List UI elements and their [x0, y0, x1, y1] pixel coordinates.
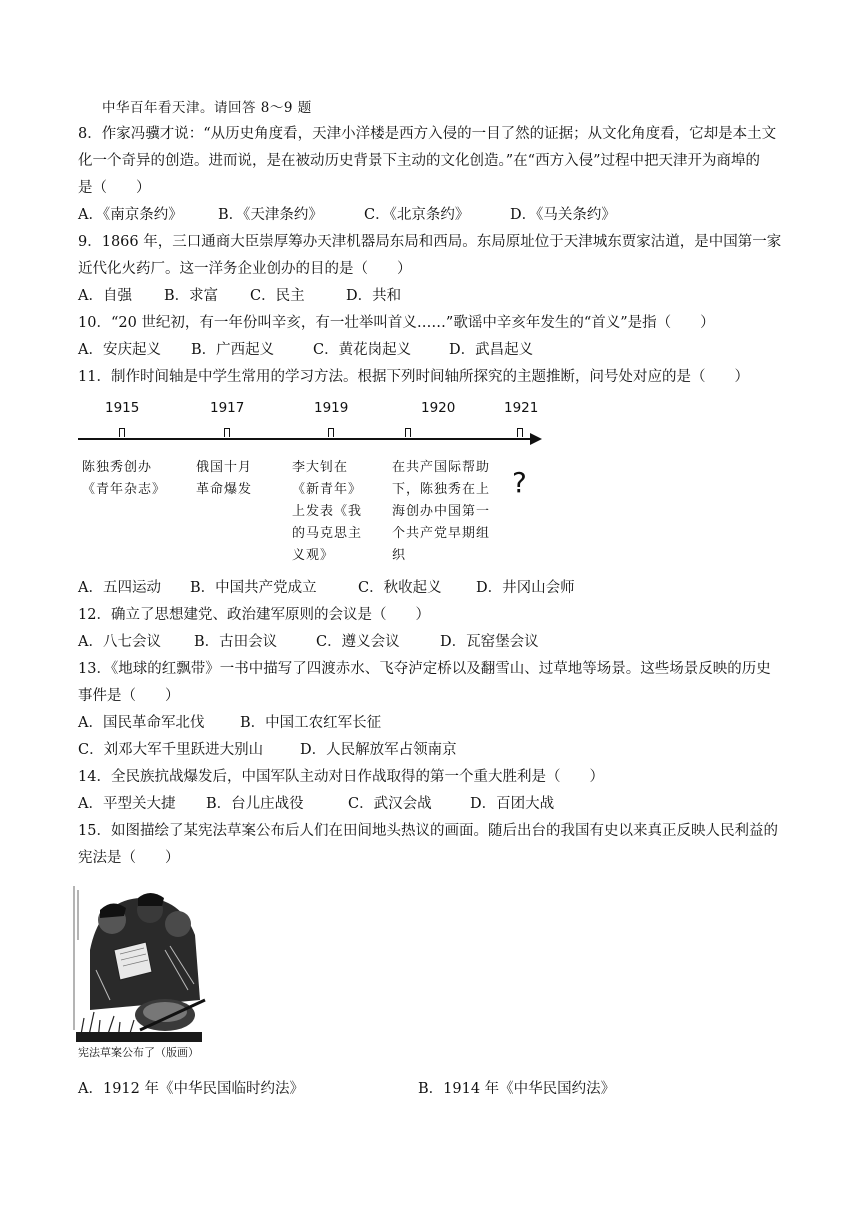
timeline-year-1915: 1915 — [105, 400, 140, 416]
q15-option-a[interactable]: A．1912 年《中华民国临时约法》 — [78, 1081, 304, 1097]
q13-options-row-2 — [78, 740, 457, 760]
q9-options — [78, 286, 401, 306]
q10-option-d[interactable]: D．武昌起义 — [449, 342, 534, 358]
q13-stem-line-2: 事件是（ ） — [78, 688, 180, 704]
timeline-year-1919: 1919 — [314, 400, 349, 416]
q11-option-c[interactable]: C．秋收起义 — [358, 580, 442, 596]
q12-stem: 12．确立了思想建党、政治建军原则的会议是（ ） — [78, 607, 430, 623]
q8-options — [78, 205, 616, 225]
q14-option-a[interactable]: A．平型关大捷 — [78, 796, 176, 812]
q11-option-d[interactable]: D．井冈山会师 — [476, 580, 575, 596]
q13-stem-line-1: 13．《地球的红飘带》一书中描写了四渡赤水、飞夺泸定桥以及翻雪山、过草地等场景。这些场景反映的历史 — [78, 661, 771, 677]
timeline-question-mark: ? — [512, 466, 527, 499]
q8-option-c[interactable]: C．《北京条约》 — [364, 207, 470, 223]
timeline-axis — [78, 438, 533, 440]
q13-option-b[interactable]: B．中国工农红军长征 — [240, 715, 382, 731]
timeline-year-1917: 1917 — [210, 400, 245, 416]
q9-stem-line-2: 近代化火药厂。这一洋务企业创办的目的是（ ） — [78, 261, 412, 277]
q11-stem: 11．制作时间轴是中学生常用的学习方法。根据下列时间轴所探究的主题推断，问号处对应的是（ ） — [78, 369, 749, 385]
q15-options — [78, 1079, 615, 1099]
q10-stem: 10．“20 世纪初，有一年份叫辛亥，有一壮举叫首义……”歌谣中辛亥年发生的“首义”是指（ ） — [78, 315, 715, 331]
q14-option-b[interactable]: B．台儿庄战役 — [206, 796, 304, 812]
q15-stem-line-2: 宪法是（ ） — [78, 850, 180, 866]
q12-option-b[interactable]: B．古田会议 — [194, 634, 278, 650]
timeline-event-1915: 陈独秀创办《青年杂志》 — [82, 460, 167, 497]
timeline-tick-1920 — [405, 428, 411, 437]
q10-option-c[interactable]: C．黄花岗起义 — [313, 342, 412, 358]
q8-stem-line-2: 化一个奇异的创造。进而说，是在被动历史背景下主动的文化创造。”在“西方入侵”过程中把天津开为商埠的 — [78, 153, 760, 169]
timeline-event-1919: 李大钊在《新青年》上发表《我的马克思主义观》 — [292, 460, 363, 563]
q9-option-a[interactable]: A．自强 — [78, 288, 132, 304]
q9-option-d[interactable]: D．共和 — [346, 288, 402, 304]
q13-option-a[interactable]: A．国民革命军北伐 — [78, 715, 205, 731]
q9-option-b[interactable]: B．求富 — [164, 288, 219, 304]
q14-option-c[interactable]: C．武汉会战 — [348, 796, 432, 812]
q8-option-a[interactable]: A．《南京条约》 — [78, 207, 183, 223]
timeline-event-1920: 在共产国际帮助下，陈独秀在上海创办中国第一个共产党早期组织 — [392, 460, 491, 563]
q15-option-b[interactable]: B．1914 年《中华民国约法》 — [418, 1081, 616, 1097]
q11-options — [78, 578, 575, 598]
timeline-tick-1915 — [119, 428, 125, 437]
q8-stem-line-1: 8．作家冯骥才说：“从历史角度看，天津小洋楼是西方入侵的一目了然的证据；从文化角度看，它却是本土文 — [78, 126, 777, 142]
timeline-arrow-icon — [530, 433, 542, 445]
timeline-tick-1919 — [328, 428, 334, 437]
q8-option-d[interactable]: D．《马关条约》 — [510, 207, 616, 223]
q13-option-d[interactable]: D．人民解放军占领南京 — [300, 742, 457, 758]
q10-option-a[interactable]: A．安庆起义 — [78, 342, 161, 358]
q8-stem-line-3: 是（ ） — [78, 180, 151, 196]
timeline-event-1917: 俄国十月革命爆发 — [196, 460, 253, 497]
q15-stem-line-1: 15．如图描绘了某宪法草案公布后人们在田间地头热议的画面。随后出台的我国有史以来真正反映人民利益的 — [78, 823, 778, 839]
q14-stem: 14．全民族抗战爆发后，中国军队主动对日作战取得的第一个重大胜利是（ ） — [78, 769, 604, 785]
q10-option-b[interactable]: B．广西起义 — [191, 342, 275, 358]
q11-option-a[interactable]: A．五四运动 — [78, 580, 161, 596]
q13-option-c[interactable]: C．刘邓大军千里跃进大别山 — [78, 742, 264, 758]
q8-option-b[interactable]: B．《天津条约》 — [218, 207, 323, 223]
q13-options-row-1 — [78, 713, 381, 733]
timeline-year-1921: 1921 — [504, 400, 539, 416]
q14-options — [78, 794, 554, 814]
q14-option-d[interactable]: D．百团大战 — [470, 796, 555, 812]
q11-option-b[interactable]: B．中国共产党成立 — [190, 580, 317, 596]
section-intro: 中华百年看天津。请回答 8～9 题 — [102, 100, 312, 116]
constitution-draft-woodcut-image — [70, 880, 210, 1070]
timeline-tick-1917 — [224, 428, 230, 437]
q12-option-d[interactable]: D．瓦窑堡会议 — [440, 634, 539, 650]
woodcut-caption: 宪法草案公布了（版画） — [78, 1046, 199, 1059]
q10-options — [78, 340, 533, 360]
q12-options — [78, 632, 539, 652]
q9-option-c[interactable]: C．民主 — [250, 288, 305, 304]
timeline-year-1920: 1920 — [421, 400, 456, 416]
q9-stem-line-1: 9．1866 年，三口通商大臣崇厚筹办天津机器局东局和西局。东局原址位于天津城东贾家沽道，是中国第一家 — [78, 234, 782, 250]
q12-option-c[interactable]: C．遵义会议 — [316, 634, 400, 650]
q11-timeline — [78, 400, 548, 570]
timeline-tick-1921 — [517, 428, 523, 437]
q12-option-a[interactable]: A．八七会议 — [78, 634, 161, 650]
